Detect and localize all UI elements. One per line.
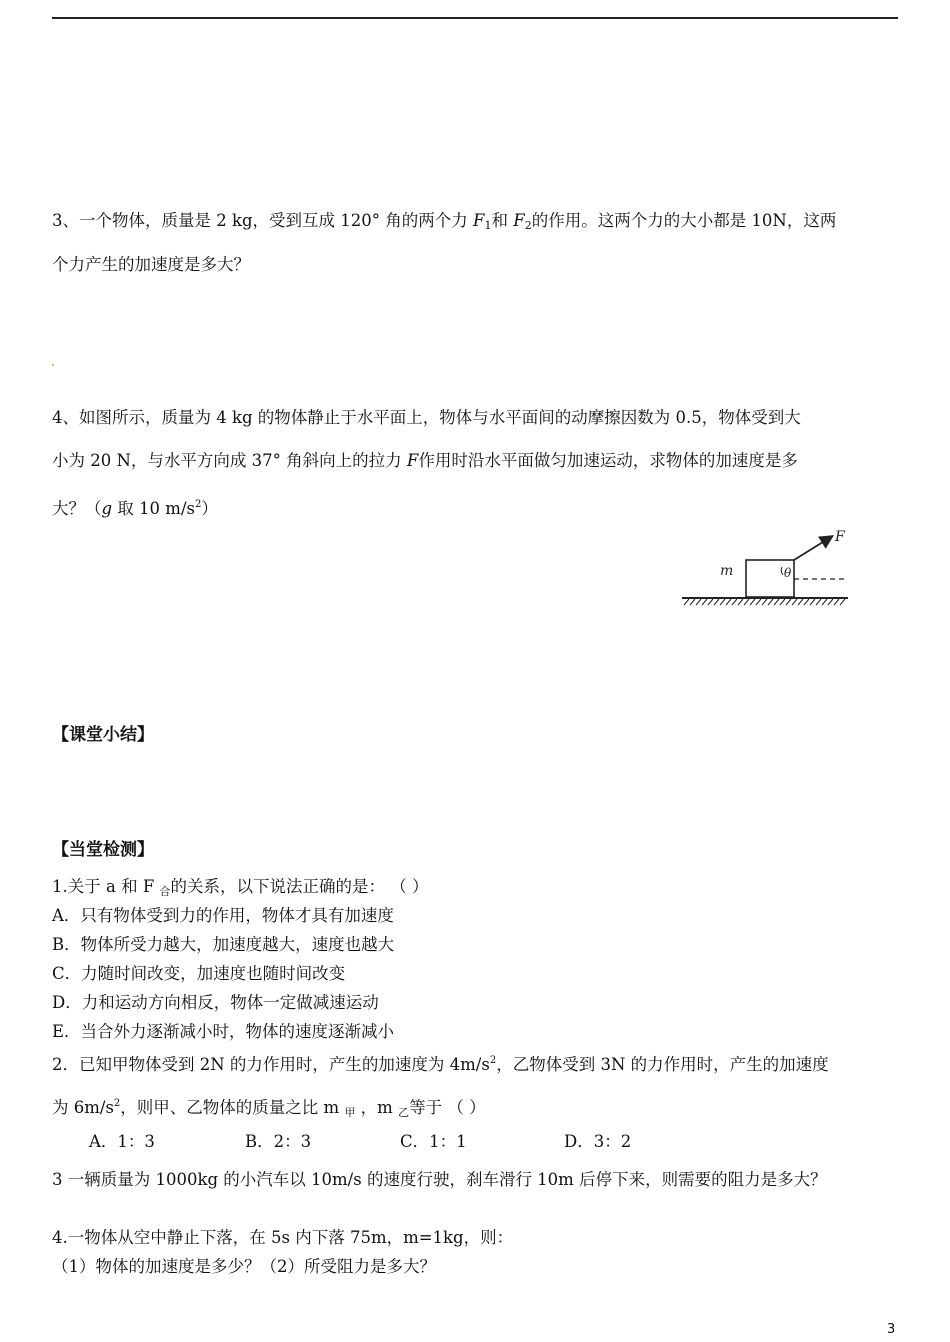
c1-stem-subscript: 合 — [159, 885, 171, 898]
c2-line1-text-a: 2．已知甲物体受到 2N 的力作用时，产生的加速度为 4m/s — [52, 1055, 490, 1074]
q4-line3-text-a: 大？（ — [52, 499, 102, 518]
c1-stem-text-b: 的关系，以下说法正确的是： （ ） — [170, 877, 429, 896]
f1-symbol: F — [473, 211, 485, 230]
summary-heading: 【课堂小结】 — [52, 725, 154, 745]
c4-line-1: 4.一物体从空中静止下落，在 5s 内下落 75m，m=1kg，则： — [52, 1228, 514, 1247]
force-label: F — [835, 529, 845, 545]
top-rule — [52, 17, 898, 19]
q3-text-b: 的作用。这两个力的大小都是 10N，这两 — [531, 211, 837, 230]
mass-label: m — [720, 563, 734, 579]
check-heading: 【当堂检测】 — [52, 840, 154, 860]
c3-line: 3 一辆质量为 1000kg 的小汽车以 10m/s 的速度行驶，刹车滑行 10m 后停下来，则需要的阻力是多大？ — [52, 1170, 827, 1189]
f2-symbol: F — [513, 211, 525, 230]
superscript-2: 2 — [194, 499, 202, 510]
f1-subscript: 1 — [484, 219, 492, 232]
c2-line2-text-d: 等于 （ ） — [409, 1098, 486, 1117]
c2-line-2 — [52, 1093, 486, 1124]
angle-label: θ — [784, 566, 792, 580]
force-arrow — [794, 537, 831, 560]
c2-option-d: D．3：2 — [564, 1132, 632, 1151]
stray-mark — [52, 364, 54, 366]
q3-line-2: 个力产生的加速度是多大？ — [52, 255, 250, 274]
c2-line-1 — [52, 1050, 829, 1076]
c2-option-a: A．1：3 — [89, 1132, 155, 1151]
q4-line-3 — [52, 494, 218, 520]
gravity-symbol: g — [101, 499, 113, 518]
q3-text-a: 3、一个物体，质量是 2 kg，受到互成 120° 角的两个力 — [52, 211, 474, 230]
c4-line-2: （1）物体的加速度是多少？（2）所受阻力是多大？ — [52, 1257, 436, 1276]
q4-line2-text-a: 小为 20 N，与水平方向成 37° 角斜向上的拉力 — [52, 451, 407, 470]
c2-option-c: C．1：1 — [400, 1132, 467, 1151]
q4-line3-text-c: ） — [201, 499, 218, 518]
c2-line2-text-c: ，m — [355, 1098, 399, 1117]
q4-line3-text-b: 取 10 m/s — [112, 499, 195, 518]
c2-line1-text-b: ，乙物体受到 3N 的力作用时，产生的加速度 — [496, 1055, 829, 1074]
floor-hatching — [684, 599, 845, 605]
q4-line2-text-b: 作用时沿水平面做匀加速运动，求物体的加速度是多 — [418, 451, 798, 470]
c2-subscript-jia: 甲 — [344, 1106, 356, 1119]
f2-subscript: 2 — [524, 219, 532, 232]
c2-option-b: B．2：3 — [245, 1132, 312, 1151]
block-force-diagram — [680, 525, 860, 610]
c2-line2-text-b: ，则甲、乙物体的质量之比 m — [120, 1098, 345, 1117]
c2-line2-text-a: 为 6m/s — [52, 1098, 114, 1117]
c1-option-d: D．力和运动方向相反，物体一定做减速运动 — [52, 993, 379, 1012]
q4-line-1: 4、如图所示，质量为 4 kg 的物体静止于水平面上，物体与水平面间的动摩擦因数为 0.5，物体受到大 — [52, 408, 801, 427]
c2-line1-superscript: 2 — [489, 1055, 497, 1066]
c1-option-e: E．当合外力逐渐减小时，物体的速度逐渐减小 — [52, 1022, 395, 1041]
q4-line-2 — [52, 450, 798, 472]
c1-stem-text-a: 1.关于 a 和 F — [52, 877, 160, 896]
c2-line2-superscript: 2 — [113, 1098, 121, 1109]
page-number: 3 — [887, 1322, 896, 1337]
q3-line-1 — [52, 210, 836, 237]
c1-option-a: A．只有物体受到力的作用，物体才具有加速度 — [52, 906, 394, 925]
force-symbol: F — [406, 451, 419, 470]
c1-stem — [52, 876, 429, 903]
c2-subscript-yi: 乙 — [398, 1106, 410, 1119]
c1-option-c: C．力随时间改变，加速度也随时间改变 — [52, 964, 346, 983]
c1-option-b: B．物体所受力越大，加速度越大，速度也越大 — [52, 935, 395, 954]
q3-and: 和 — [491, 211, 514, 230]
